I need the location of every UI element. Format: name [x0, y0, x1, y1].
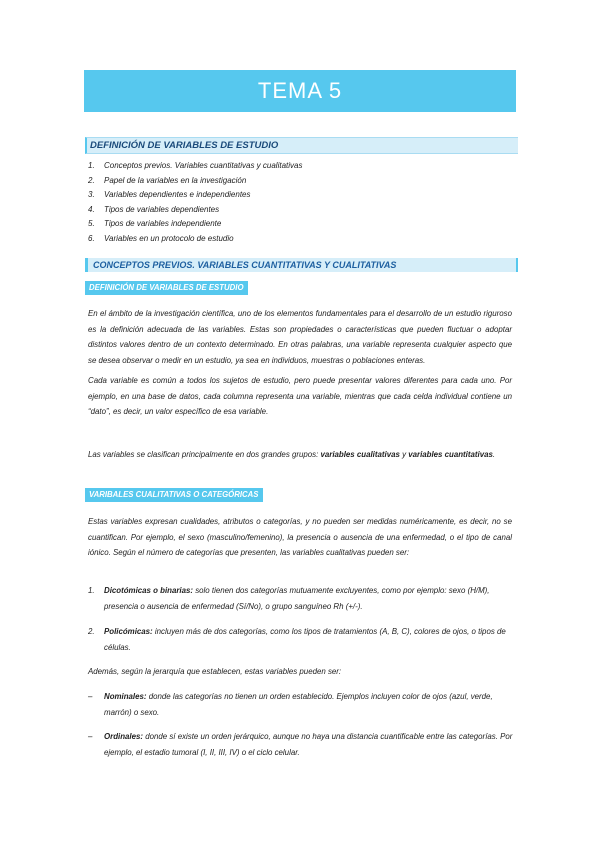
toc-item	[88, 203, 302, 218]
list-text: donde las categorías no tienen un orden establecido. Ejemplos incluyen color de ojos (azul, verde, marrón) o sexo.	[104, 692, 493, 717]
list-body	[104, 729, 514, 760]
paragraph-cualitativas: Estas variables expresan cualidades, atributos o categorías, y no pueden ser medidas numéricamente, es decir, no se cuantifican. Por ejemplo, el sexo (masculino/femenino), la presencia o ausencia de una enfermedad, o el tipo de canal iónico. Según el número de categorías que presenten, las variables cualitativas pueden ser:	[88, 517, 512, 557]
list-dash: –	[88, 732, 93, 741]
section-heading-definicion: DEFINICIÓN DE VARIABLES DE ESTUDIO	[85, 137, 518, 154]
term-cualitativas: variables cualitativas	[320, 450, 400, 459]
toc-item	[88, 217, 302, 232]
paragraph-cada-variable: Cada variable es común a todos los sujetos de estudio, pero puede presentar valores diferentes para cada uno. Por ejemplo, en una base de datos, cada columna representa una variable, mientras que cada celda individual contiene un “dato”, es decir, un valor específico de esa variable.	[88, 376, 512, 416]
toc-number: 3.	[88, 190, 95, 199]
toc-text: Conceptos previos. Variables cuantitativas y cualitativas	[104, 161, 303, 170]
toc-number: 5.	[88, 219, 95, 228]
list-item-ordinales	[88, 729, 514, 760]
list-body	[104, 583, 514, 614]
list-body	[104, 689, 514, 720]
list-term: Ordinales:	[104, 732, 144, 741]
list-term: Policómicas:	[104, 627, 153, 636]
list-body	[104, 624, 514, 655]
list-text: incluyen más de dos categorías, como los tipos de tratamientos (A, B, C), colores de ojos, o tipos de células.	[104, 627, 506, 652]
list-dash: –	[88, 692, 93, 701]
toc-item	[88, 232, 302, 247]
toc-text: Variables dependientes e independientes	[104, 190, 251, 199]
list-term: Nominales:	[104, 692, 147, 701]
toc-text: Tipos de variables dependientes	[104, 204, 220, 214]
toc-text: Tipos de variables independiente	[104, 219, 222, 228]
text-run: .	[492, 450, 496, 459]
list-text: solo tienen dos categorías mutuamente excluyentes, como por ejemplo: sexo (H/M), presencia o ausencia de enfermedad (Sí/No), o grupo sanguíneo Rh (+/-).	[104, 586, 490, 611]
toc-number: 4.	[88, 204, 95, 214]
list-term: Dicotómicas o binarias:	[104, 586, 194, 595]
text-run: Las variables se clasifican principalmente en dos grandes grupos:	[88, 450, 321, 459]
list-item-policomicas	[88, 624, 514, 655]
paragraph-jerarquia: Además, según la jerarquía que establecen, estas variables pueden ser:	[88, 667, 342, 676]
subheading-definicion: DEFINICIÓN DE VARIABLES DE ESTUDIO	[85, 281, 248, 295]
toc-text: Papel de la variables en la investigación	[104, 175, 247, 185]
list-item-nominales	[88, 689, 514, 720]
toc-number: 2.	[88, 175, 95, 185]
toc-text: Variables en un protocolo de estudio	[104, 233, 234, 243]
term-cuantitativas: variables cuantitativas	[408, 450, 493, 459]
paragraph-definicion: En el ámbito de la investigación científica, uno de los elementos fundamentales para el desarrollo de un estudio riguroso es la definición adecuada de las variables. Estas son propiedades o características que pueden fluctuar o adoptar distintos valores dentro de un contexto determinado. En otras palabras, una variable representa cualquier aspecto que se desea observar o medir en un estudio, ya sea en individuos, muestras o poblaciones enteras.	[88, 309, 512, 365]
toc-number: 1.	[88, 161, 95, 170]
list-text: donde sí existe un orden jerárquico, aunque no haya una distancia cuantificable entre las categorías. Por ejemplo, el estadio tumoral (I, II, III, IV) o el ciclo celular.	[104, 732, 513, 757]
page-title: TEMA 5	[84, 70, 516, 112]
section-heading-conceptos: CONCEPTOS PREVIOS. VARIABLES CUANTITATIVAS Y CUALITATIVAS	[85, 258, 518, 272]
list-number: 1.	[88, 586, 95, 595]
table-of-contents	[88, 159, 302, 246]
toc-item	[88, 188, 302, 203]
subheading-cualitativas: VARIBALES CUALITATIVAS O CATEGÓRICAS	[85, 488, 263, 502]
list-item-dicotomicas	[88, 583, 514, 614]
toc-item	[88, 174, 302, 189]
text-run: y	[399, 450, 409, 459]
list-number: 2.	[88, 627, 95, 636]
paragraph-clasificacion	[88, 447, 512, 463]
toc-item	[88, 159, 302, 174]
toc-number: 6.	[88, 233, 95, 243]
